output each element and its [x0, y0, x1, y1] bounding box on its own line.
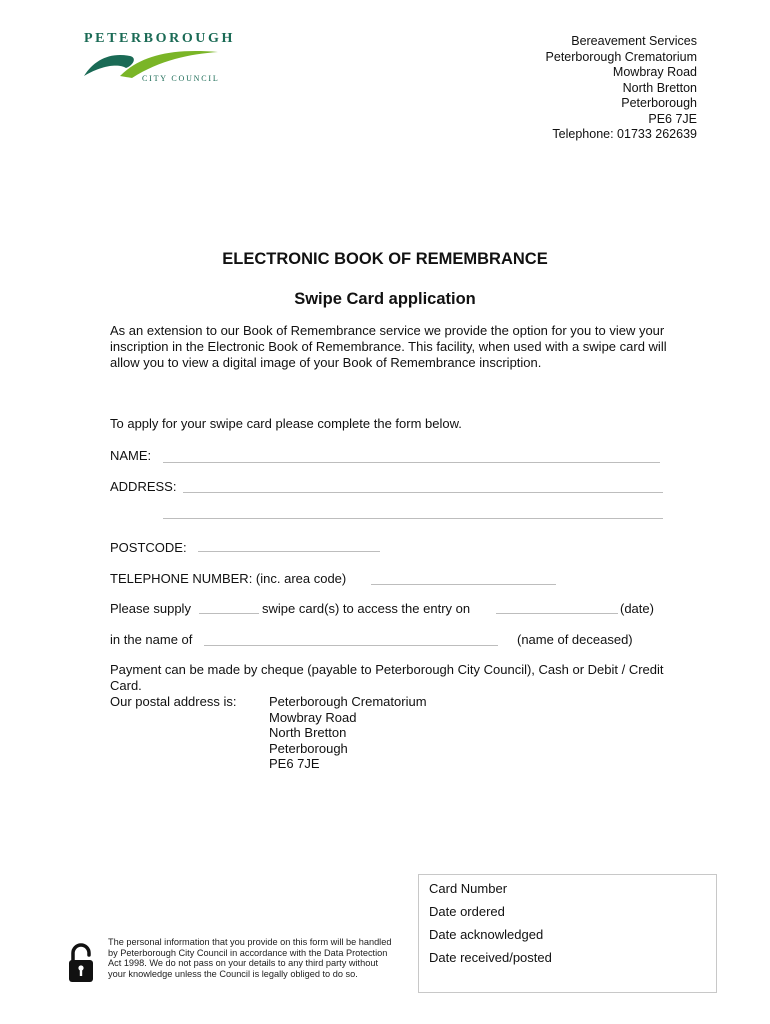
page-subtitle: Swipe Card application — [294, 290, 476, 308]
address-block — [546, 34, 697, 143]
privacy-notice: The personal information that you provide on this form will be handled by Peterborough City Council in accordance with the Data Protection Act 1998. We do not pass on your details to any third party without your knowledge unless the Council is legally obliged to do so. — [108, 937, 392, 979]
deceased-name-field[interactable] — [204, 645, 498, 646]
card-number-label: Card Number — [429, 881, 508, 896]
padlock-icon — [66, 942, 96, 984]
postcode-label: POSTCODE: — [110, 540, 187, 555]
postal-line: Peterborough Crematorium — [269, 694, 427, 709]
address-label: ADDRESS: — [110, 479, 177, 494]
address-line: North Bretton — [622, 80, 697, 95]
date-ordered-label: Date ordered — [429, 904, 505, 919]
postal-line: North Bretton — [269, 725, 347, 740]
postal-line: Mowbray Road — [269, 709, 357, 725]
name-field[interactable] — [163, 462, 660, 463]
page-title: ELECTRONIC BOOK OF REMEMBRANCE — [222, 250, 548, 268]
address-field-line-2[interactable] — [163, 518, 663, 519]
logo-subtext: CITY COUNCIL — [142, 74, 220, 83]
address-line: Peterborough — [621, 96, 697, 110]
supply-middle-label: swipe card(s) to access the entry on — [262, 601, 471, 616]
postcode-field[interactable] — [198, 551, 380, 552]
postal-address — [269, 694, 427, 772]
address-telephone: Telephone: 01733 262639 — [552, 127, 697, 141]
address-line: PE6 7JE — [648, 111, 697, 126]
name-label: NAME: — [110, 448, 152, 463]
postal-address-label: Our postal address is: — [110, 694, 237, 709]
address-line: Bereavement Services — [571, 34, 697, 48]
postal-line: Peterborough — [269, 740, 348, 756]
date-suffix-label: (date) — [620, 601, 654, 616]
address-line: Peterborough Crematorium — [545, 49, 697, 64]
deceased-suffix-label: (name of deceased) — [517, 632, 633, 647]
intro-paragraph: As an extension to our Book of Remembrance service we provide the option for you to view your inscription in the Electronic Book of Remembrance. This facility, when used with a swipe card will allow you to view a digital image of your Book of Remembrance inscription. — [110, 323, 667, 370]
name-of-label: in the name of — [110, 632, 193, 647]
payment-text: Payment can be made by cheque (payable to Peterborough City Council), Cash or Debit / Credit Card. — [110, 662, 664, 693]
telephone-label: TELEPHONE NUMBER: (inc. area code) — [110, 571, 347, 586]
postal-line: PE6 7JE — [269, 756, 320, 771]
office-use-box — [418, 874, 717, 993]
council-logo — [80, 30, 235, 90]
telephone-field[interactable] — [371, 584, 556, 585]
date-received-label: Date received/posted — [429, 950, 552, 965]
entry-date-field[interactable] — [496, 613, 618, 614]
logo-wordmark: PETERBOROUGH — [84, 31, 235, 46]
date-acknowledged-label: Date acknowledged — [429, 927, 544, 942]
supply-label: Please supply — [110, 601, 191, 616]
apply-instruction: To apply for your swipe card please complete the form below. — [110, 416, 462, 431]
address-line: Mowbray Road — [612, 65, 697, 79]
card-quantity-field[interactable] — [199, 613, 259, 614]
address-field-line-1[interactable] — [183, 492, 663, 493]
